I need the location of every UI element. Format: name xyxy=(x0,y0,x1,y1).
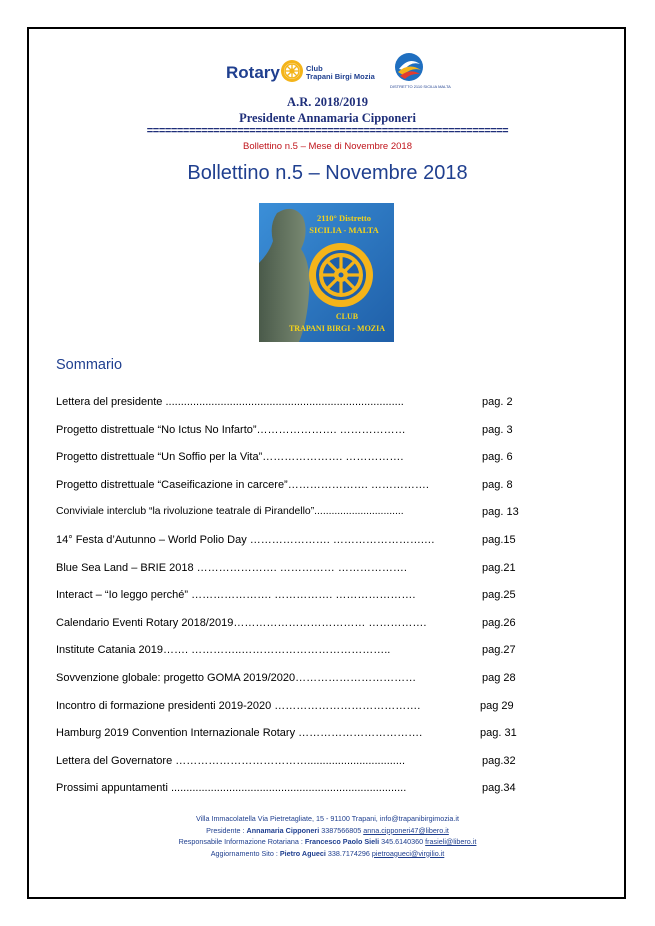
toc-entry-page: pag.27 xyxy=(482,644,516,657)
toc-entry-label: Prossimi appuntamenti ............................................................................. xyxy=(56,782,407,795)
footer-contacts xyxy=(0,813,655,859)
toc-entry-label: Conviviale interclub “la rivoluzione teatrale di Pirandello”............................... xyxy=(56,506,404,518)
district-swirl-logo-icon xyxy=(394,52,424,84)
footer-president-prefix: Presidente : xyxy=(206,825,247,835)
toc-entry-label: Lettera del presidente .............................................................................. xyxy=(56,396,404,408)
toc-entry[interactable] xyxy=(56,562,526,590)
toc-entry-label: Hamburg 2019 Convention Internazionale Rotary ……………………………. xyxy=(56,727,423,740)
footer-site-name: Pietro Agueci xyxy=(279,848,326,858)
footer-president-name: Annamaria Cipponeri xyxy=(246,825,320,835)
footer-info-name: Francesco Paolo Sieli xyxy=(304,837,380,846)
cover-club-line-2: TRAPANI BIRGI - MOZIA xyxy=(288,324,386,333)
table-of-contents xyxy=(56,396,526,810)
toc-entry[interactable] xyxy=(56,424,526,452)
toc-entry-page: pag 28 xyxy=(482,671,516,684)
toc-entry-page: pag. 31 xyxy=(480,727,517,740)
rotary-logo xyxy=(222,54,451,98)
toc-entry-label: Calendario Eventi Rotary 2018/2019……………………………… ……………. xyxy=(56,616,427,629)
toc-entry-label: Blue Sea Land – BRIE 2018 …………………. …………… ………………. xyxy=(56,561,407,574)
toc-entry[interactable] xyxy=(56,396,526,424)
toc-entry-page: pag.32 xyxy=(482,754,516,767)
footer-info-email-link[interactable]: frasieli@libero.it xyxy=(425,837,477,846)
toc-entry[interactable] xyxy=(56,479,526,507)
footer-info-line xyxy=(0,836,655,848)
toc-entry-label: Progetto distrettuale “Un Soffio per la Vita”…………………. ……………. xyxy=(56,451,404,464)
toc-entry[interactable] xyxy=(56,644,526,672)
footer-site-line xyxy=(0,848,655,860)
footer-address: Villa Immacolatella Via Pietretagliate, 15 - 91100 Trapani, info@trapanibirgimozia.it xyxy=(196,814,459,823)
toc-entry-label: Incontro di formazione presidenti 2019-2020 …………………………………. xyxy=(56,699,421,712)
rotary-wheel-icon xyxy=(280,59,304,83)
footer-site-prefix: Aggiornamento Sito : xyxy=(210,848,280,858)
toc-entry-label: Progetto distrettuale “No Ictus No Infarto”…………………. ……………… xyxy=(56,423,406,436)
toc-entry[interactable] xyxy=(56,534,526,562)
footer-president-line xyxy=(0,825,655,837)
toc-entry-label: Progetto distrettuale “Caseificazione in carcere”…………………. ……………. xyxy=(56,478,429,491)
footer-info-prefix: Responsabile Informazione Rotariana : xyxy=(178,837,305,846)
section-heading-sommario: Sommario xyxy=(56,357,123,373)
footer-site-phone: 338.7174296 xyxy=(327,848,370,858)
club-name xyxy=(306,65,375,81)
toc-entry[interactable] xyxy=(56,672,526,700)
toc-entry[interactable] xyxy=(56,451,526,479)
toc-entry-label: Lettera del Governatore ………………………………................................ xyxy=(56,754,406,767)
toc-entry-page: pag. 13 xyxy=(482,506,519,519)
cover-club-line-1: CLUB xyxy=(335,312,359,321)
toc-entry[interactable] xyxy=(56,589,526,617)
toc-entry[interactable] xyxy=(56,727,526,755)
bulletin-subheading: Bollettino n.5 – Mese di Novembre 2018 xyxy=(243,141,412,152)
separator-line: ============================================================ xyxy=(146,125,509,137)
toc-entry-label: Interact – “Io leggo perché” …………………. ……………. …………………. xyxy=(56,589,416,602)
toc-entry-page: pag.26 xyxy=(482,616,516,629)
toc-entry[interactable] xyxy=(56,617,526,645)
toc-entry[interactable] xyxy=(56,782,526,810)
rotary-year: A.R. 2018/2019 xyxy=(287,95,368,109)
toc-entry-page: pag. 8 xyxy=(482,478,513,491)
footer-president-phone: 3387566805 xyxy=(321,825,362,835)
club-line-1: Club xyxy=(306,64,323,73)
president-heading: Presidente Annamaria Cipponeri xyxy=(239,111,416,125)
cover-region-line: SICILIA - MALTA xyxy=(309,225,379,235)
toc-entry-page: pag. 2 xyxy=(482,396,513,408)
footer-info-phone: 345.6140360 xyxy=(381,837,424,846)
toc-entry-page: pag. 6 xyxy=(482,451,513,464)
page-title: Bollettino n.5 – Novembre 2018 xyxy=(187,162,468,184)
cover-district-line: 2110° Distretto xyxy=(317,213,371,223)
footer-president-email-link[interactable]: anna.cipponeri47@libero.it xyxy=(363,825,449,835)
toc-entry-label: 14° Festa d’Autunno – World Polio Day …………………. …………………….… xyxy=(56,533,435,546)
toc-entry-label: Institute Catania 2019……. …………..………………………………….. xyxy=(56,644,391,657)
rotary-wordmark: Rotary xyxy=(226,63,280,82)
toc-entry[interactable] xyxy=(56,700,526,728)
toc-entry-label: Sovvenzione globale: progetto GOMA 2019/2020…………………………… xyxy=(56,671,417,684)
toc-entry[interactable] xyxy=(56,755,526,783)
cover-image xyxy=(259,203,394,342)
toc-entry-page: pag 29 xyxy=(480,699,514,712)
toc-entry-page: pag.21 xyxy=(482,561,516,574)
toc-entry-page: pag. 3 xyxy=(482,423,513,436)
cover-rotary-wheel-icon xyxy=(309,243,373,307)
club-line-2: Trapani Birgi Mozia xyxy=(306,72,375,81)
toc-entry-page: pag.15 xyxy=(482,533,516,546)
toc-entry-page: pag.34 xyxy=(482,782,516,795)
district-logo-caption: DISTRETTO 2110 SICILIA MALTA xyxy=(390,84,451,89)
toc-entry[interactable] xyxy=(56,506,526,534)
footer-site-email-link[interactable]: pietroagueci@virgilio.it xyxy=(371,848,445,858)
toc-entry-page: pag.25 xyxy=(482,589,516,602)
